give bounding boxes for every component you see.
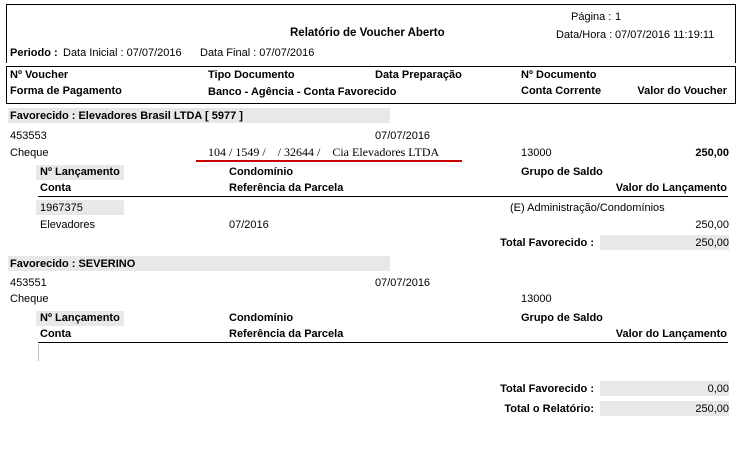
sub-referencia: Referência da Parcela [229,328,344,340]
valor-voucher: 250,00 [695,147,729,159]
col-valor-voucher: Valor do Voucher [637,85,727,97]
empty-row-marker [38,344,39,361]
datetime-value: 07/07/2016 11:19:11 [615,29,715,41]
favorecido-name: Favorecido : SEVERINO [10,258,136,270]
data-final: Data Final : 07/07/2016 [200,47,315,59]
col-voucher: Nº Voucher [10,69,69,81]
total-favorecido-label: Total Favorecido : [500,383,594,395]
col-num-documento: Nº Documento [521,69,597,81]
sub-valor-lancamento: Valor do Lançamento [615,328,727,340]
forma-pagamento: Cheque [10,293,49,305]
conta-corrente: 13000 [521,147,552,159]
page-number: 1 [615,11,622,23]
data-inicial: Data Inicial : 07/07/2016 [63,47,182,59]
valor-lancamento: 250,00 [695,219,729,231]
total-favorecido-value: 0,00 [707,383,729,395]
red-underline [196,160,462,162]
periodo-label: Periodo : [10,47,58,59]
sub-condominio: Condomínio [229,312,294,324]
total-relatorio-value: 250,00 [695,403,729,415]
sub-conta: Conta [40,182,72,194]
voucher-number: 453553 [10,130,47,142]
col-tipo-documento: Tipo Documento [208,69,295,81]
sub-grupo-saldo: Grupo de Saldo [521,166,603,178]
referencia-parcela: 07/2016 [229,219,269,231]
page-label: Página : [571,11,612,23]
total-relatorio-label: Total o Relatório: [504,403,594,415]
datetime-label: Data/Hora : [556,29,613,41]
voucher-number: 453551 [10,277,47,289]
favorecido-name: Favorecido : Elevadores Brasil LTDA [ 5977 ] [10,110,243,122]
total-favorecido-value: 250,00 [695,237,729,249]
data-preparacao: 07/07/2016 [375,277,431,289]
col-conta-corrente: Conta Corrente [521,85,602,97]
grupo-saldo: (E) Administração/Condomínios [510,202,665,214]
sub-header-divider [38,196,728,197]
sub-conta: Conta [40,328,72,340]
lancamento-number: 1967375 [40,202,83,214]
report-title: Relatório de Voucher Aberto [290,27,445,39]
total-favorecido-label: Total Favorecido : [500,237,594,249]
sub-lancamento: Nº Lançamento [40,166,120,178]
col-forma-pagamento: Forma de Pagamento [10,85,122,97]
sub-condominio: Condomínio [229,166,294,178]
sub-header-divider [38,342,728,343]
sub-referencia: Referência da Parcela [229,182,344,194]
col-banco-agencia: Banco - Agência - Conta Favorecido [208,86,397,98]
sub-grupo-saldo: Grupo de Saldo [521,312,603,324]
banco-agencia-conta: 104 / 1549 / / 32644 / Cia Elevadores LTDA [208,145,440,159]
sub-lancamento: Nº Lançamento [40,312,120,324]
conta-name: Elevadores [40,219,96,231]
col-data-preparacao: Data Preparação [375,69,462,81]
conta-corrente: 13000 [521,293,552,305]
sub-valor-lancamento: Valor do Lançamento [615,182,727,194]
data-preparacao: 07/07/2016 [375,130,431,142]
forma-pagamento: Cheque [10,147,49,159]
